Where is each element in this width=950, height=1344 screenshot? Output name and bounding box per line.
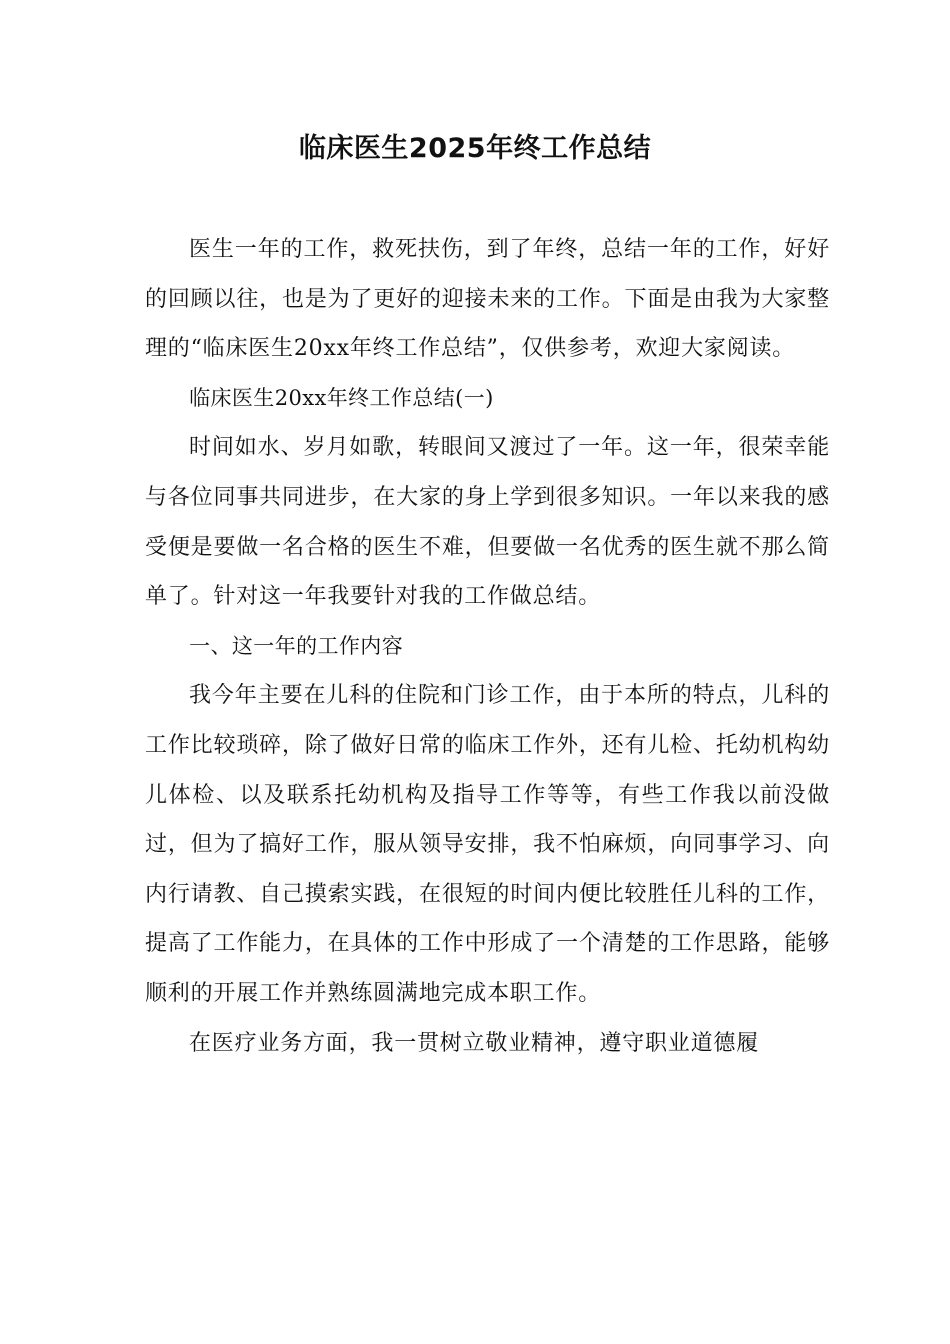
document-title: 临床医生2025年终工作总结 — [298, 133, 652, 164]
section-heading: 临床医生20xx年终工作总结(一) — [189, 385, 494, 410]
body-paragraph: 时间如水、岁月如歌，转眼间又渡过了一年。这一年，很荣幸能与各位同事共同进步，在大家的身上学到很多知识。一年以来我的感受便是要做一名合格的医生不难，但要做一名优秀的医生就不那么简单了。针对这一年我要针对我的工作做总结。 — [145, 435, 830, 610]
document-body — [145, 225, 830, 1068]
body-paragraph: 在医疗业务方面，我一贯树立敬业精神，遵守职业道德履 — [189, 1030, 760, 1056]
body-paragraph: 医生一年的工作，救死扶伤，到了年终，总结一年的工作，好好的回顾以往，也是为了更好的迎接未来的工作。下面是由我为大家整理的“临床医生20xx年终工作总结”，仅供参考，欢迎大家阅读。 — [145, 237, 830, 362]
body-paragraph: 我今年主要在儿科的住院和门诊工作，由于本所的特点，儿科的工作比较琐碎，除了做好日常的临床工作外，还有儿检、托幼机构幼儿体检、以及联系托幼机构及指导工作等等，有些工作我以前没做过，但为了搞好工作，服从领导安排，我不怕麻烦，向同事学习、向内行请教、自己摸索实践，在很短的时间内便比较胜任儿科的工作，提高了工作能力，在具体的工作中形成了一个清楚的工作思路，能够顺利的开展工作并熟练圆满地完成本职工作。 — [145, 683, 830, 1006]
section-heading: 一、这一年的工作内容 — [189, 633, 404, 658]
